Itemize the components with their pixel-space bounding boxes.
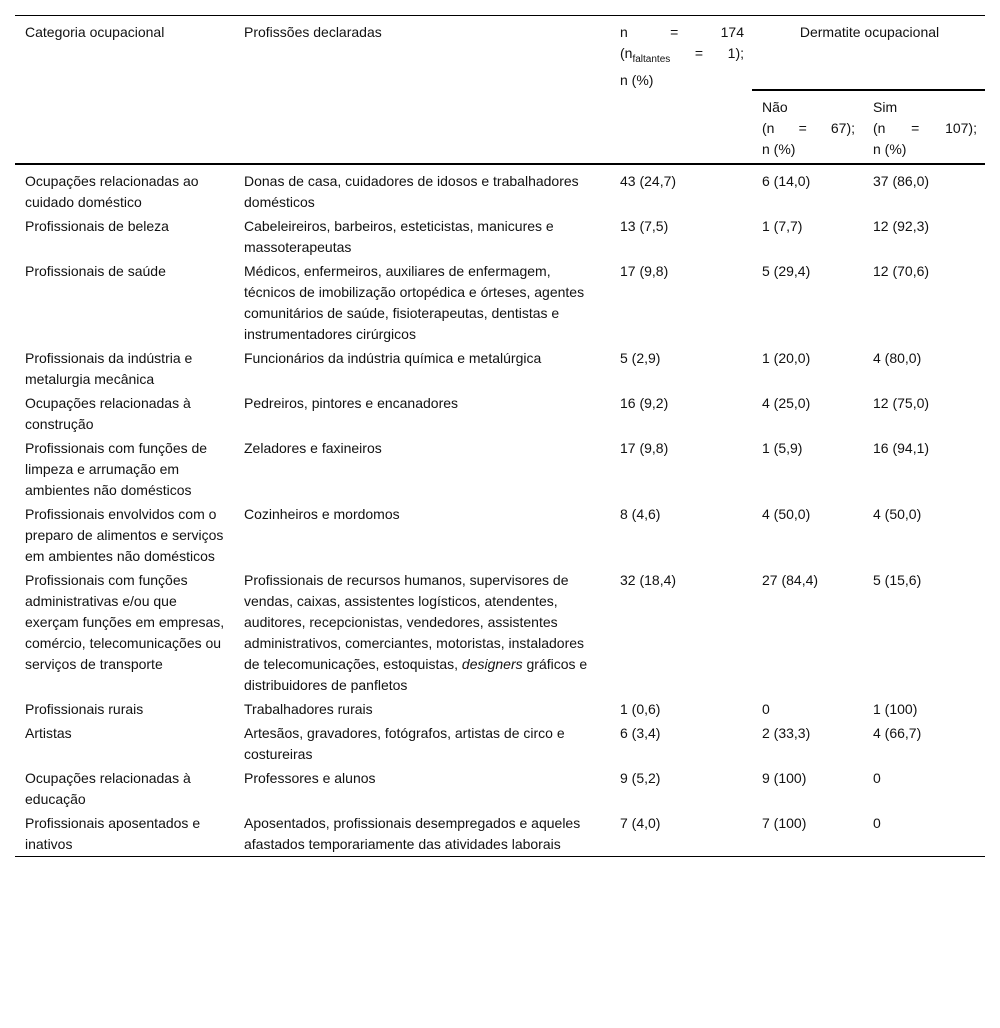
header-professions: Profissões declaradas xyxy=(234,16,610,165)
table-row xyxy=(15,214,985,259)
nao-cell: 1 (5,9) xyxy=(762,440,803,456)
professions-cell: Cabeleireiros, barbeiros, esteticistas, manicures e massoterapeutas xyxy=(244,218,554,255)
category-cell: Ocupações relacionadas à educação xyxy=(25,770,191,807)
n-cell: 13 (7,5) xyxy=(620,218,669,234)
professions-cell: Donas de casa, cuidadores de idosos e trabalhadores domésticos xyxy=(244,173,579,210)
category-cell: Ocupações relacionadas ao cuidado doméstico xyxy=(25,173,199,210)
nao-cell: 27 (84,4) xyxy=(762,572,819,588)
nao-cell: 4 (50,0) xyxy=(762,506,811,522)
professions-cell: Professores e alunos xyxy=(244,770,376,786)
sim-cell: 12 (75,0) xyxy=(873,395,930,411)
professions-cell: Aposentados, profissionais desempregados e aqueles afastados temporariamente das atividades laborais xyxy=(244,815,581,852)
nao-cell: 1 (7,7) xyxy=(762,218,803,234)
category-cell: Profissionais envolvidos com o preparo de alimentos e serviços em ambientes não domésticos xyxy=(25,506,224,564)
table-row xyxy=(15,766,985,811)
sim-cell: 12 (92,3) xyxy=(873,218,930,234)
nao-cell: 0 xyxy=(762,701,770,717)
category-cell: Profissionais da indústria e metalurgia mecânica xyxy=(25,350,193,387)
n-cell: 6 (3,4) xyxy=(620,725,661,741)
sim-cell: 37 (86,0) xyxy=(873,173,930,189)
n-cell: 16 (9,2) xyxy=(620,395,669,411)
category-cell: Profissionais de beleza xyxy=(25,218,169,234)
category-cell: Profissionais com funções de limpeza e arrumação em ambientes não domésticos xyxy=(25,440,208,498)
n-cell: 43 (24,7) xyxy=(620,173,677,189)
category-cell: Profissionais aposentados e inativos xyxy=(25,815,201,852)
header-n-total: n = 174 xyxy=(620,24,744,40)
n-cell: 9 (5,2) xyxy=(620,770,661,786)
professions-cell: Profissionais de recursos humanos, supervisores de vendas, caixas, assistentes logísticos, atendentes, auditores, recepcionistas, vendedores, assistentes administrativos, comerciantes, motoristas, instaladores de telecomunicações, estoquistas, designers gráficos e distribuidores de panfletos xyxy=(244,572,588,693)
professions-cell: Zeladores e faxineiros xyxy=(244,440,382,456)
sim-cell: 1 (100) xyxy=(873,701,918,717)
professions-cell: Pedreiros, pintores e encanadores xyxy=(244,395,459,411)
table-row xyxy=(15,259,985,346)
sim-cell: 0 xyxy=(873,770,881,786)
header-nao: Não (n = 67); n (%) xyxy=(752,90,863,164)
category-cell: Artistas xyxy=(25,725,72,741)
sim-cell: 4 (50,0) xyxy=(873,506,922,522)
occupational-dermatitis-table xyxy=(15,15,985,857)
nao-cell: 1 (20,0) xyxy=(762,350,811,366)
table-row xyxy=(15,502,985,568)
nao-cell: 4 (25,0) xyxy=(762,395,811,411)
table-row xyxy=(15,436,985,502)
n-cell: 7 (4,0) xyxy=(620,815,661,831)
header-category: Categoria ocupacional xyxy=(15,16,234,165)
header-n xyxy=(610,16,752,165)
sim-cell: 5 (15,6) xyxy=(873,572,922,588)
sim-cell: 4 (80,0) xyxy=(873,350,922,366)
category-cell: Profissionais rurais xyxy=(25,701,144,717)
nao-cell: 6 (14,0) xyxy=(762,173,811,189)
nao-cell: 7 (100) xyxy=(762,815,807,831)
table-row xyxy=(15,391,985,436)
nao-cell: 5 (29,4) xyxy=(762,263,811,279)
sim-cell: 0 xyxy=(873,815,881,831)
table-row xyxy=(15,721,985,766)
nao-cell: 9 (100) xyxy=(762,770,807,786)
header-n-pct: n (%) xyxy=(620,71,654,88)
table-row xyxy=(15,346,985,391)
professions-cell: Trabalhadores rurais xyxy=(244,701,373,717)
header-n-missing: $(n_{faltantes} = 1)$; xyxy=(620,45,744,65)
professions-cell: Cozinheiros e mordomos xyxy=(244,506,400,522)
nao-cell: 2 (33,3) xyxy=(762,725,811,741)
sim-cell: 12 (70,6) xyxy=(873,263,930,279)
professions-cell: Médicos, enfermeiros, auxiliares de enfermagem, técnicos de imobilização ortopédica e órteses, agentes comunitários de saúde, fisioterapeutas, dentistas e instrumentadores cirúrgicos xyxy=(244,263,585,342)
header-dermatitis: Dermatite ocupacional xyxy=(752,16,985,91)
table-row xyxy=(15,164,985,214)
n-cell: 17 (9,8) xyxy=(620,263,669,279)
category-cell: Ocupações relacionadas à construção xyxy=(25,395,191,432)
table-row xyxy=(15,568,985,697)
n-cell: 32 (18,4) xyxy=(620,572,677,588)
sim-cell: 4 (66,7) xyxy=(873,725,922,741)
n-cell: 1 (0,6) xyxy=(620,701,661,717)
n-cell: 5 (2,9) xyxy=(620,350,661,366)
n-cell: 8 (4,6) xyxy=(620,506,661,522)
header-sim: Sim (n = 107); n (%) xyxy=(863,90,985,164)
professions-cell: Funcionários da indústria química e metalúrgica xyxy=(244,350,542,366)
table-row xyxy=(15,697,985,721)
category-cell: Profissionais com funções administrativas e/ou que exerçam funções em empresas, comércio, telecomunicações ou serviços de transporte xyxy=(25,572,225,672)
sim-cell: 16 (94,1) xyxy=(873,440,930,456)
table-row xyxy=(15,811,985,857)
category-cell: Profissionais de saúde xyxy=(25,263,166,279)
n-cell: 17 (9,8) xyxy=(620,440,669,456)
professions-cell: Artesãos, gravadores, fotógrafos, artistas de circo e costureiras xyxy=(244,725,565,762)
